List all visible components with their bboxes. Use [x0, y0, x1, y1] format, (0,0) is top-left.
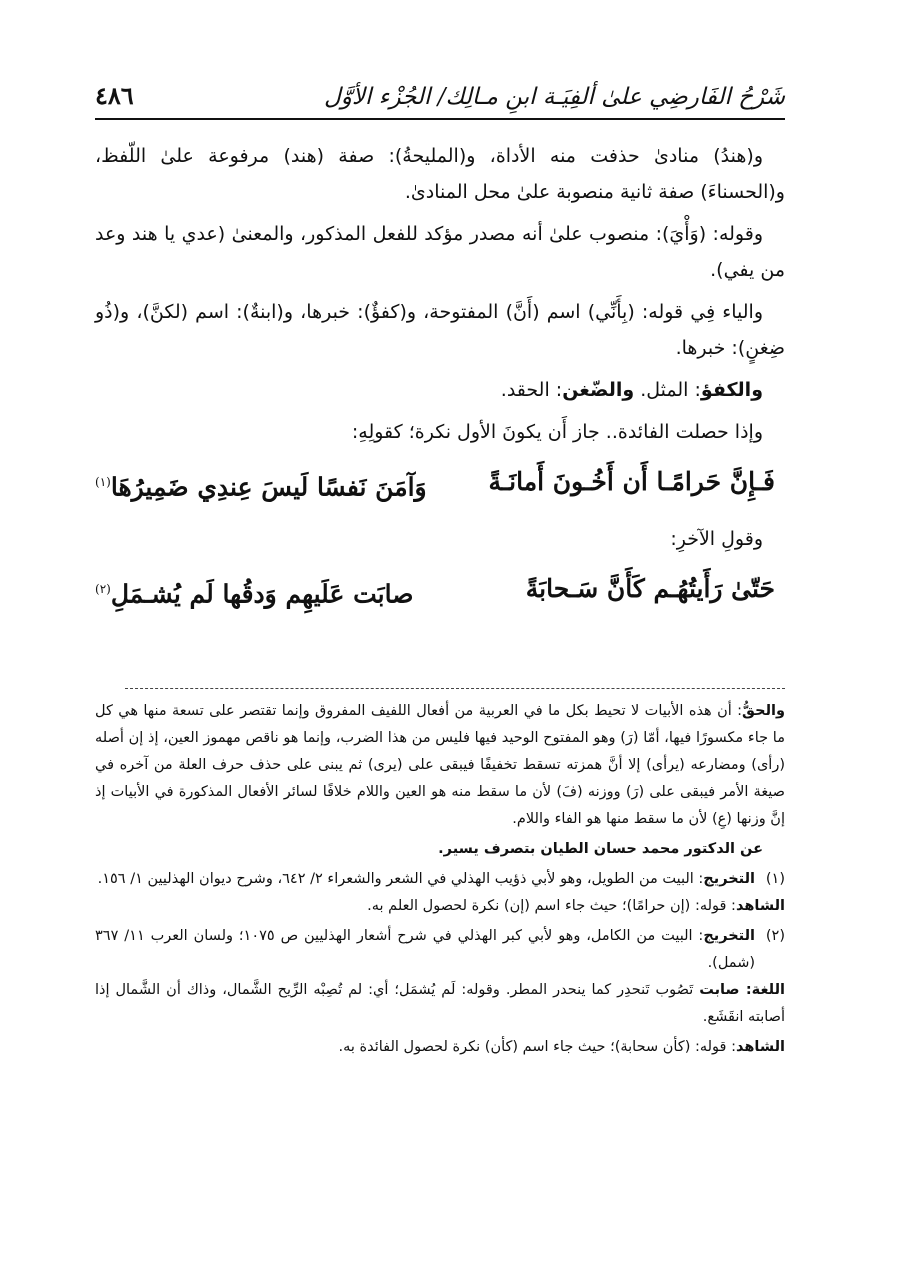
verse-1 — [95, 460, 775, 509]
footnote-number: (٢) — [765, 928, 785, 944]
paragraph — [95, 372, 785, 408]
verse-first-hemistich: فَـإِنَّ حَرامًـا أَن أَخُـونَ أَمانَـةً — [488, 467, 775, 496]
definition: : الحقد. — [500, 379, 563, 401]
note-source: عن الدكتور محمد حسان الطيان بتصرف يسير. — [438, 841, 763, 857]
text: : البيت من الطويل، وهو لأبي ذؤيب الهذلي في الشعر والشعراء ٢/ ٦٤٢، وشرح ديوان الهذليين ١/ ١٥٦. — [97, 871, 704, 887]
paragraph: وقولِ الآخرِ: — [670, 528, 763, 551]
label: التخريج — [703, 928, 756, 944]
footnote-witness: الشاهد: قوله: (إن حرامًا)؛ حيث جاء اسم (إن) نكرة لحصول العلم به. — [367, 898, 785, 914]
verse-first-hemistich: حَتّىٰ رَأَيتُهُـم كَأَنَّ سَـحابَةً — [525, 574, 775, 604]
label: التخريج — [703, 871, 755, 887]
note-lead: والحقُّ — [742, 703, 785, 719]
footnote-marker: (١) — [95, 475, 111, 489]
text: : البيت من الكامل، وهو لأبي كبر الهذلي في شرح أشعار الهذليين ص ١٠٧٥؛ ولسان العرب ١١/ ٣٦٧ (شمل). — [95, 928, 755, 971]
footnote-note — [95, 698, 785, 833]
footnote-number: (١) — [765, 871, 785, 887]
verse-2 — [95, 567, 775, 616]
main-text — [95, 138, 785, 629]
footnotes — [95, 698, 785, 1064]
footnote-1 — [95, 866, 785, 893]
header-rule — [95, 118, 785, 120]
term: والكفؤ — [700, 379, 763, 401]
page-number: ٤٨٦ — [95, 81, 134, 110]
footnote-2 — [95, 923, 785, 977]
running-header — [95, 70, 785, 110]
verse-second-hemistich: وَآمَنَ نَفسًا لَيسَ عِندِي ضَمِيرُهَا$^{(١)}$ — [95, 472, 427, 502]
footnote-separator — [125, 688, 785, 689]
header-title: شَرْحُ الفَارضِي علىٰ ألفِيَـة ابنِ مـالِك/ الجُزْء الأوَّل — [324, 84, 785, 110]
paragraph: وقوله: (وَأْيَ): منصوب علىٰ أنه مصدر مؤكد للفعل المذكور، والمعنىٰ (عدي يا هند وعد من يفي). — [95, 223, 785, 281]
term: والضّغن — [562, 379, 635, 401]
footnote-language: اللغة: صابت تَصُوب تَنحدِر كما ينحدر المطر. وقوله: لَم يُشمَل؛ أي: لم تُصِبْه الرِّيح الشَّمال، وذاك أن الشَّمال إذا أصابته انقَشَع. — [95, 982, 785, 1025]
definition: : المثل. — [634, 379, 701, 401]
paragraph: و(هندُ) منادىٰ حذفت منه الأداة، و(المليحةُ): صفة (هند) مرفوعة علىٰ اللّفظ، و(الحسناءَ) صفة ثانية منصوبة علىٰ محل المنادىٰ. — [95, 145, 785, 203]
note-text: : أن هذه الأبيات لا تحيط بكل ما في العربية من أفعال اللفيف المفروق وإنما تقتصر على تسعة منها هي كل ما جاء مكسورًا فيها، أمّا (رَ) وهو المفتوح الوحيد فيها فليس من هذا الضرب، وإنما هو ناقص مهموز العين، إذ إن أصله (رأى) ومضارعه (يرأى) إلا أنَّ همزته تسقط تخفيفًا فيبقى على (يرى) ثم يبنى على حذف حرف العلة من آخره في صيغة الأمر فيبقى على (رَ) ووزنه (فَ) لأن ما سقط منه هو العين واللام خلافًا لسائر الأفعال المذكورة في الأبيات إذ إنَّ وزنها (عِ) لأن ما سقط منها هو الفاء واللام. — [95, 703, 785, 827]
verse-second-hemistich: صابَت عَلَيهِم وَدقُها لَم يُشـمَلِ$^{(٢)}$ — [95, 579, 414, 609]
footnote-witness: الشاهد: قوله: (كأن سحابة)؛ حيث جاء اسم (كأن) نكرة لحصول الفائدة به. — [338, 1039, 785, 1055]
paragraph: والياء فِي قوله: (بِأَنِّي) اسم (أَنَّ) المفتوحة، و(كفؤٌ): خبرها، و(ابنةٌ): اسم (لكنَّ)، و(ذُو ضِغنٍ): خبرها. — [95, 301, 785, 359]
paragraph: وإذا حصلت الفائدة.. جاز أَن يكونَ الأول نكرة؛ كقولِهِ: — [351, 421, 763, 443]
footnote-marker: (٢) — [95, 582, 111, 597]
